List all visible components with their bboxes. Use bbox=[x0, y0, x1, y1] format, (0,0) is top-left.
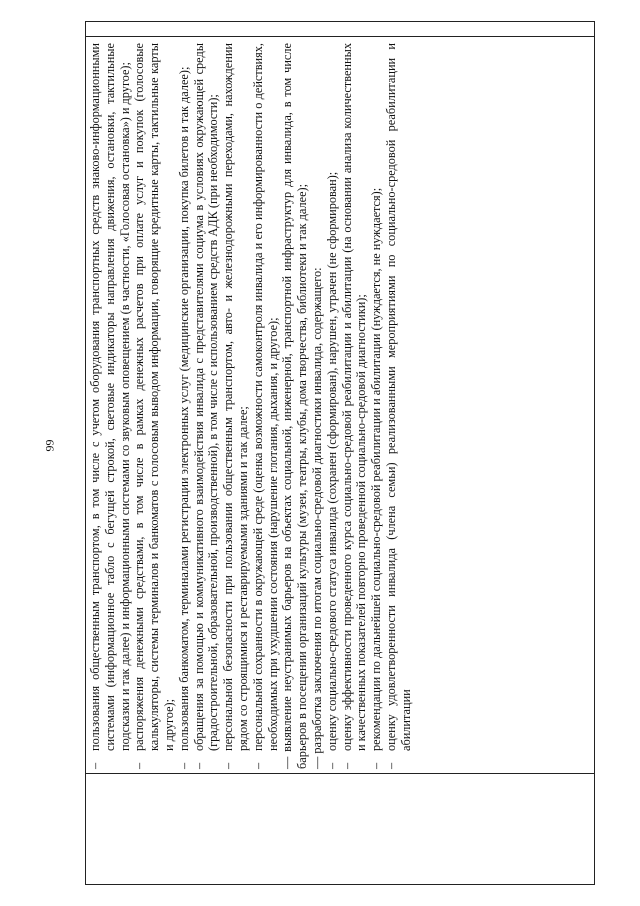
list-item-text: пользования банкоматом, терминалами регистрации электронных услуг (медицинские организации, покупка билетов и так далее); bbox=[176, 66, 191, 751]
list-item bbox=[340, 43, 370, 769]
list-bullet: – bbox=[176, 762, 191, 769]
list-item-text: рекомендации по дальнейшей социально-средовой реабилитации и абилитации (нуждается, не нуждается); bbox=[369, 187, 384, 751]
list-item bbox=[177, 43, 192, 769]
list-item bbox=[88, 43, 132, 769]
list-item bbox=[280, 43, 310, 769]
list-item bbox=[369, 43, 384, 769]
empty-cell-left bbox=[86, 774, 595, 885]
list-item bbox=[132, 43, 176, 769]
list-item-text: персональной безопасности при пользовании общественным транспортом, авто- и железнодорожными переходами, нахождении рядом со строящимися и реставрируемыми зданиями и так далее; bbox=[221, 43, 250, 751]
list-bullet: – bbox=[221, 762, 236, 769]
rotated-table bbox=[85, 21, 595, 885]
list-bullet: – bbox=[191, 762, 206, 769]
list-item-text: распоряжения денежными средствами, в том числе в рамках денежных расчетов при оплате услуг и покупок (голосовые калькуляторы, системы терминалов и банкоматов с голосовым выводом информации, говорящие кредитные карты, тактильные карты и другое); bbox=[132, 43, 176, 751]
list-item-rest: заключения по итогам социально-средовой диагностики инвалида, содержащего: bbox=[309, 267, 324, 697]
list-bullet: – bbox=[339, 762, 354, 769]
list-item-text bbox=[310, 43, 325, 769]
list-lead: — разработка bbox=[309, 696, 324, 769]
list-bullet: – bbox=[88, 762, 102, 769]
document-table bbox=[85, 21, 595, 885]
list-bullet: – bbox=[324, 762, 339, 769]
list-bullet: – bbox=[132, 762, 147, 769]
list-item-text: пользования общественным транспортом, в том числе с учетом оборудования транспортных средств знаково-информационными системами (информационное табло с бегущей строкой, световые индикаторы направления движения, остановки, тактильные подсказки и так далее) и информационными системами со звуковым оповещением (в частности, «Голосовая остановка») и другое); bbox=[88, 43, 132, 751]
item-list bbox=[88, 43, 414, 769]
list-bullet: – bbox=[369, 762, 384, 769]
list-item bbox=[192, 43, 222, 769]
page-number: 99 bbox=[42, 439, 57, 452]
list-bullet: – bbox=[250, 762, 265, 769]
list-item bbox=[325, 43, 340, 769]
list-bullet: – bbox=[383, 762, 398, 769]
list-item bbox=[221, 43, 251, 769]
list-item-text: обращения за помощью и коммуникативного взаимодействия инвалида с представителями социума в условиях окружающей среды (градостроительной, образовательной, производственной), в том числе с использованием средств АДК (при необходимости); bbox=[191, 43, 221, 751]
list-lead: — выявление bbox=[280, 696, 295, 769]
content-cell bbox=[86, 37, 595, 774]
list-item-text: оценку эффективности проведенного курса социально-средовой реабилитации и абилитации (на основании анализа количественных и качественных показателей повторно проведенной социально-средовой диагностики); bbox=[339, 43, 369, 751]
list-item-text bbox=[280, 43, 310, 769]
empty-cell-right bbox=[86, 22, 595, 37]
list-item-text: оценку удовлетворенности инвалида (члена семьи) реализованными мероприятиями по социально-средовой реабилитации и абилитации bbox=[383, 43, 413, 751]
list-item-text: оценку социально-средового статуса инвалида (сохранен (сформирован), нарушен, утрачен (не сформирован); bbox=[324, 171, 339, 751]
list-item-rest: неустранимых барьеров на объектах социальной, инженерной, транспортной инфраструктур для инвалида, в том числе барьеров в посещении организаций культуры (музеи, театры, клубы, дома творчества, библиотеки и так далее); bbox=[280, 43, 310, 769]
list-item bbox=[384, 43, 414, 769]
list-item bbox=[251, 43, 281, 769]
list-item bbox=[310, 43, 325, 769]
list-item-text: персональной сохранности в окружающей среде (оценка возможности самоконтроля инвалида и его информированности о действиях, необходимых при ухудшении состояния (нарушение глотания, дыхания, и другое); bbox=[250, 43, 280, 751]
